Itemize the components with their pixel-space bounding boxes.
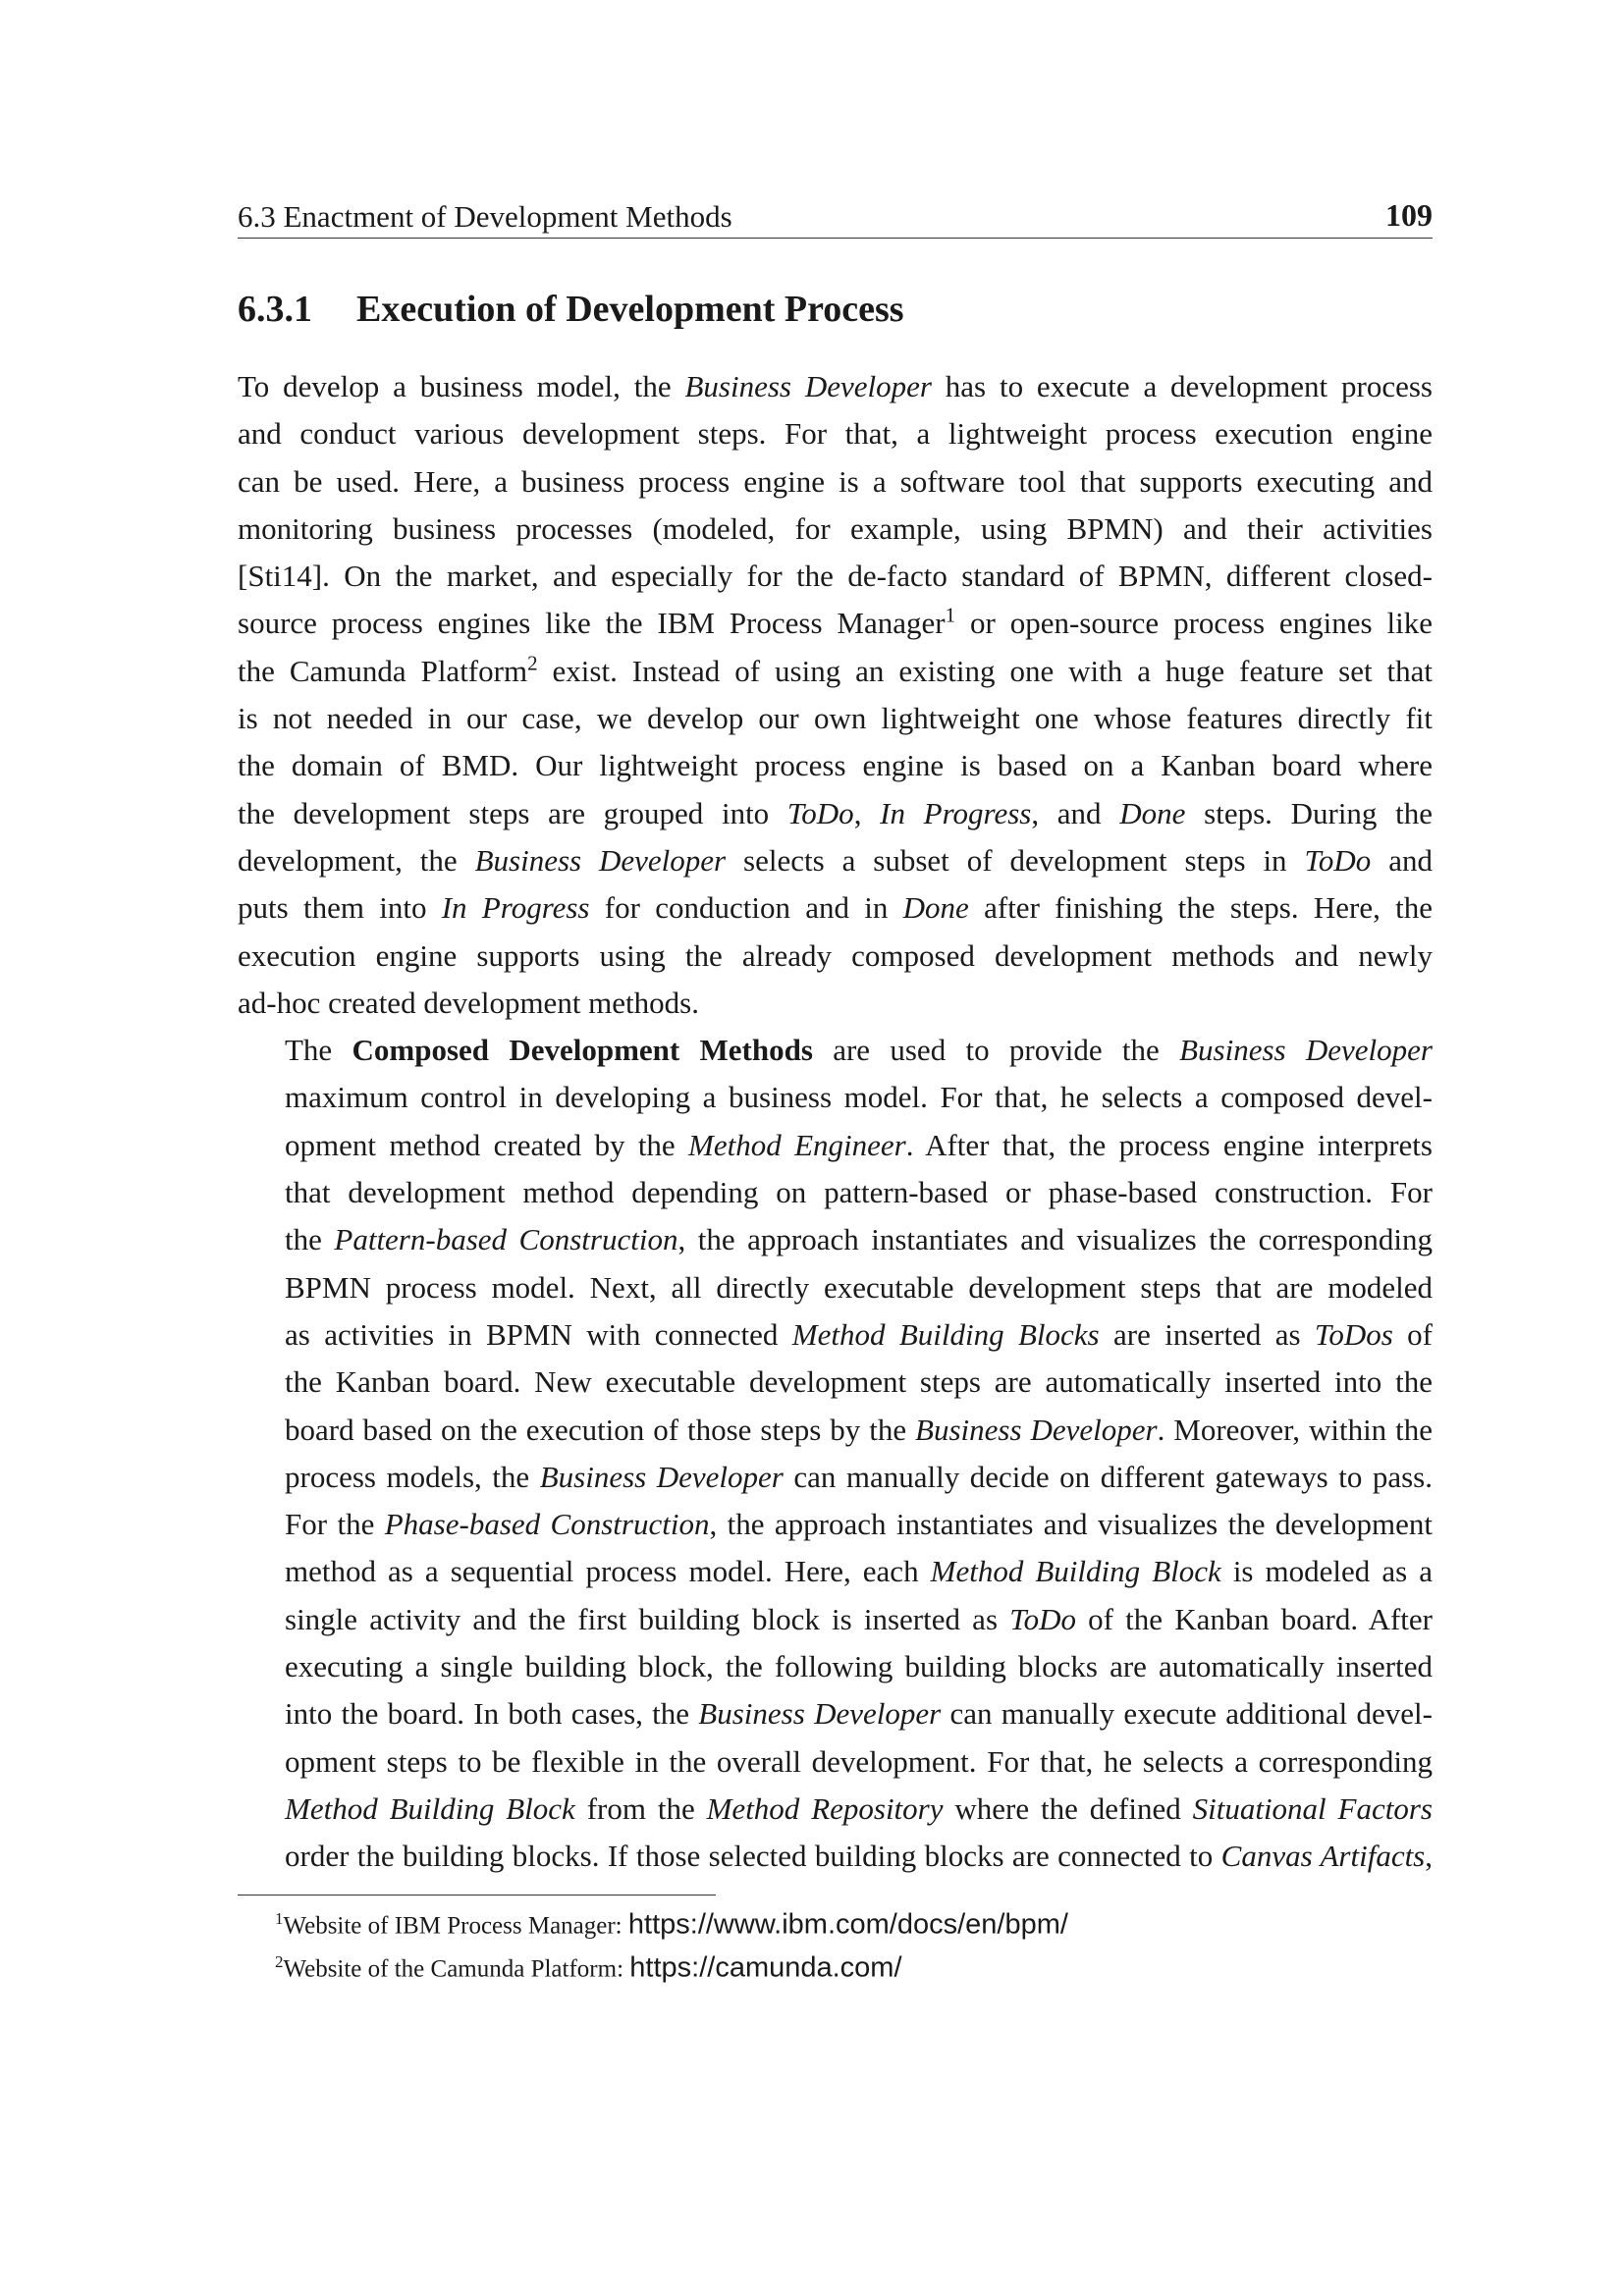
emphasis-text: Business Developer [1179, 1033, 1433, 1068]
text-line [238, 1359, 1433, 1406]
text-line [238, 363, 1433, 410]
paragraph-composed-methods [238, 1027, 1433, 1880]
emphasis-text: Method Engineer [688, 1127, 906, 1162]
text-run: selects a subset of development steps in [726, 842, 1305, 878]
text-run: the Kanban board. New executable development steps are automatically inserted into the [285, 1364, 1433, 1400]
text-run: are used to provide the [812, 1033, 1180, 1068]
text-line [238, 1643, 1433, 1690]
text-line [238, 1264, 1433, 1311]
text-run: can manually execute additional devel- [941, 1696, 1433, 1732]
footnote-url-link[interactable]: https://camunda.com/ [629, 1951, 902, 1984]
text-run: into the board. In both cases, the [285, 1696, 699, 1732]
text-run: the domain of BMD. Our lightweight process engine is based on a Kanban board where [238, 748, 1433, 783]
text-run: executing a single building block, the following building blocks are automatically inserted [285, 1649, 1433, 1684]
emphasis-text: Method Repository [706, 1790, 944, 1826]
text-run: steps. During the [1185, 795, 1434, 830]
text-line [238, 1454, 1433, 1501]
text-run: order the building blocks. If those selected building blocks are connected to [285, 1839, 1221, 1874]
text-line [238, 742, 1433, 789]
text-line [238, 410, 1433, 457]
text-run: [Sti14]. On the market, and especially for the de-facto standard of BPMN, different closed- [238, 559, 1433, 594]
text-line [238, 1122, 1433, 1169]
text-run: maximum control in developing a business model. For that, he selects a composed devel- [285, 1080, 1433, 1115]
text-run: and [1371, 842, 1433, 878]
text-run: , the approach instantiates and visualizes the development [709, 1507, 1433, 1542]
text-run: and conduct various development steps. For that, a lightweight process execution engine [238, 416, 1433, 452]
footnotes [275, 1900, 1068, 1988]
footnote-1 [275, 1900, 1068, 1944]
text-run: , [853, 795, 881, 830]
footnote-number: 1 [275, 1909, 284, 1928]
text-line [238, 1690, 1433, 1737]
emphasis-text: Business Developer [915, 1412, 1158, 1447]
footnote-url-link[interactable]: https://www.ibm.com/docs/en/bpm/ [627, 1908, 1068, 1941]
text-line [238, 837, 1433, 884]
text-run: for conduction and in [589, 890, 903, 926]
text-run: exist. Instead of using an existing one with a huge feature set that [537, 653, 1434, 688]
text-run: ad-hoc created development methods. [238, 985, 699, 1020]
text-run: The [285, 1033, 352, 1068]
text-line [238, 1833, 1433, 1880]
emphasis-text: Situational Factors [1192, 1790, 1433, 1826]
page-number: 109 [1385, 197, 1433, 233]
text-run: , and [1031, 795, 1120, 830]
text-line [238, 1027, 1433, 1074]
emphasis-text: ToDo [786, 795, 854, 830]
text-line [238, 1311, 1433, 1359]
text-run: are inserted as [1099, 1316, 1315, 1352]
footnote-marker: 1 [945, 604, 956, 628]
text-run: can manually decide on different gateways to pass. [783, 1459, 1433, 1494]
body-text [238, 363, 1433, 1881]
text-run: monitoring business processes (modeled, for example, using BPMN) and their activities [238, 510, 1433, 546]
text-run: puts them into [238, 890, 442, 926]
text-line [238, 1596, 1433, 1643]
text-run: opment method created by the [285, 1127, 689, 1162]
paragraph-execution-engine [238, 363, 1433, 1027]
emphasis-text: Business Developer [684, 369, 932, 403]
text-run: single activity and the first building block is inserted as [285, 1601, 1010, 1636]
text-run: process models, the [285, 1459, 540, 1494]
text-run: opment steps to be flexible in the overall development. For that, he selects a corresponding [285, 1743, 1433, 1779]
bold-term: Composed Development Methods [352, 1033, 813, 1068]
text-line [238, 980, 1433, 1027]
emphasis-text: Method Building Blocks [791, 1316, 1100, 1352]
emphasis-text: Done [902, 890, 969, 926]
subsection-heading [238, 288, 904, 331]
running-header-section: 6.3 Enactment of Development Methods [238, 199, 732, 234]
text-run: after finishing the steps. Here, the [968, 890, 1433, 926]
text-run: can be used. Here, a business process engine is a software tool that supports executing and [238, 463, 1433, 499]
emphasis-text: Business Developer [698, 1696, 942, 1732]
emphasis-text: ToDos [1314, 1316, 1393, 1352]
running-header [238, 196, 1433, 239]
text-run: from the [574, 1790, 707, 1826]
text-run: development, the [238, 842, 475, 878]
text-run: of [1392, 1316, 1433, 1352]
text-run: board based on the execution of those steps by the [285, 1412, 916, 1447]
document-page [238, 0, 1433, 2296]
emphasis-text: In Progress [441, 890, 590, 926]
text-run: , [1425, 1839, 1434, 1874]
text-line [238, 600, 1433, 647]
text-run: , the approach instantiates and visualizes the corresponding [677, 1222, 1433, 1257]
emphasis-text: Business Developer [474, 842, 727, 878]
text-line [238, 695, 1433, 742]
text-line [238, 1074, 1433, 1121]
emphasis-text: Done [1119, 795, 1186, 830]
text-run: BPMN process model. Next, all directly executable development steps that are modeled [285, 1269, 1433, 1305]
text-line [238, 648, 1433, 695]
emphasis-text: Method Building Block [930, 1554, 1221, 1589]
footnote-text: Website of IBM Process Manager: [283, 1912, 628, 1940]
text-run: is not needed in our case, we develop our own lightweight one whose features directly fit [238, 701, 1433, 736]
text-line [238, 1169, 1433, 1216]
subsection-title: Execution of Development Process [356, 289, 904, 330]
text-line [238, 1738, 1433, 1786]
text-line [238, 506, 1433, 553]
text-run: To develop a business model, the [238, 369, 685, 403]
emphasis-text: In Progress [880, 795, 1032, 830]
text-line [238, 933, 1433, 980]
text-run: the Camunda Platform [238, 653, 528, 688]
text-run: source process engines like the IBM Process Manager [238, 606, 946, 641]
text-line [238, 1548, 1433, 1595]
emphasis-text: Phase-based Construction [384, 1507, 710, 1542]
footnote-number: 2 [275, 1952, 284, 1972]
text-line [238, 1407, 1433, 1454]
emphasis-text: Business Developer [539, 1459, 784, 1494]
emphasis-text: Canvas Artifacts [1220, 1839, 1426, 1874]
text-line [238, 884, 1433, 932]
text-line [238, 790, 1433, 837]
text-run: For the [285, 1507, 385, 1542]
text-run: . After that, the process engine interprets [905, 1127, 1433, 1162]
text-line [238, 458, 1433, 506]
text-run: method as a sequential process model. Here, each [285, 1554, 931, 1589]
text-run: of the Kanban board. After [1075, 1601, 1433, 1636]
text-line [238, 1786, 1433, 1833]
text-run: that development method depending on pattern-based or phase-based construction. For [285, 1175, 1433, 1210]
text-run: where the defined [943, 1790, 1193, 1826]
text-run: as activities in BPMN with connected [285, 1316, 792, 1352]
text-line [238, 553, 1433, 600]
text-run: the development steps are grouped into [238, 795, 787, 830]
text-run: or open-source process engines like [955, 606, 1433, 641]
text-run: . Moreover, within the [1157, 1412, 1433, 1447]
footnote-marker: 2 [527, 651, 538, 675]
text-run: is modeled as a [1220, 1554, 1433, 1589]
footnote-rule [238, 1895, 716, 1896]
footnote-text: Website of the Camunda Platform: [283, 1955, 630, 1983]
emphasis-text: Method Building Block [285, 1790, 575, 1826]
footnote-2 [275, 1944, 1068, 1987]
text-run: execution engine supports using the already composed development methods and newly [238, 937, 1433, 973]
emphasis-text: Pattern-based Construction [334, 1222, 678, 1257]
text-line [238, 1216, 1433, 1263]
subsection-number: 6.3.1 [238, 289, 312, 330]
text-run: has to execute a development process [931, 369, 1433, 403]
text-line [238, 1501, 1433, 1548]
text-run: the [285, 1222, 335, 1257]
emphasis-text: ToDo [1304, 842, 1372, 878]
emphasis-text: ToDo [1009, 1601, 1076, 1636]
